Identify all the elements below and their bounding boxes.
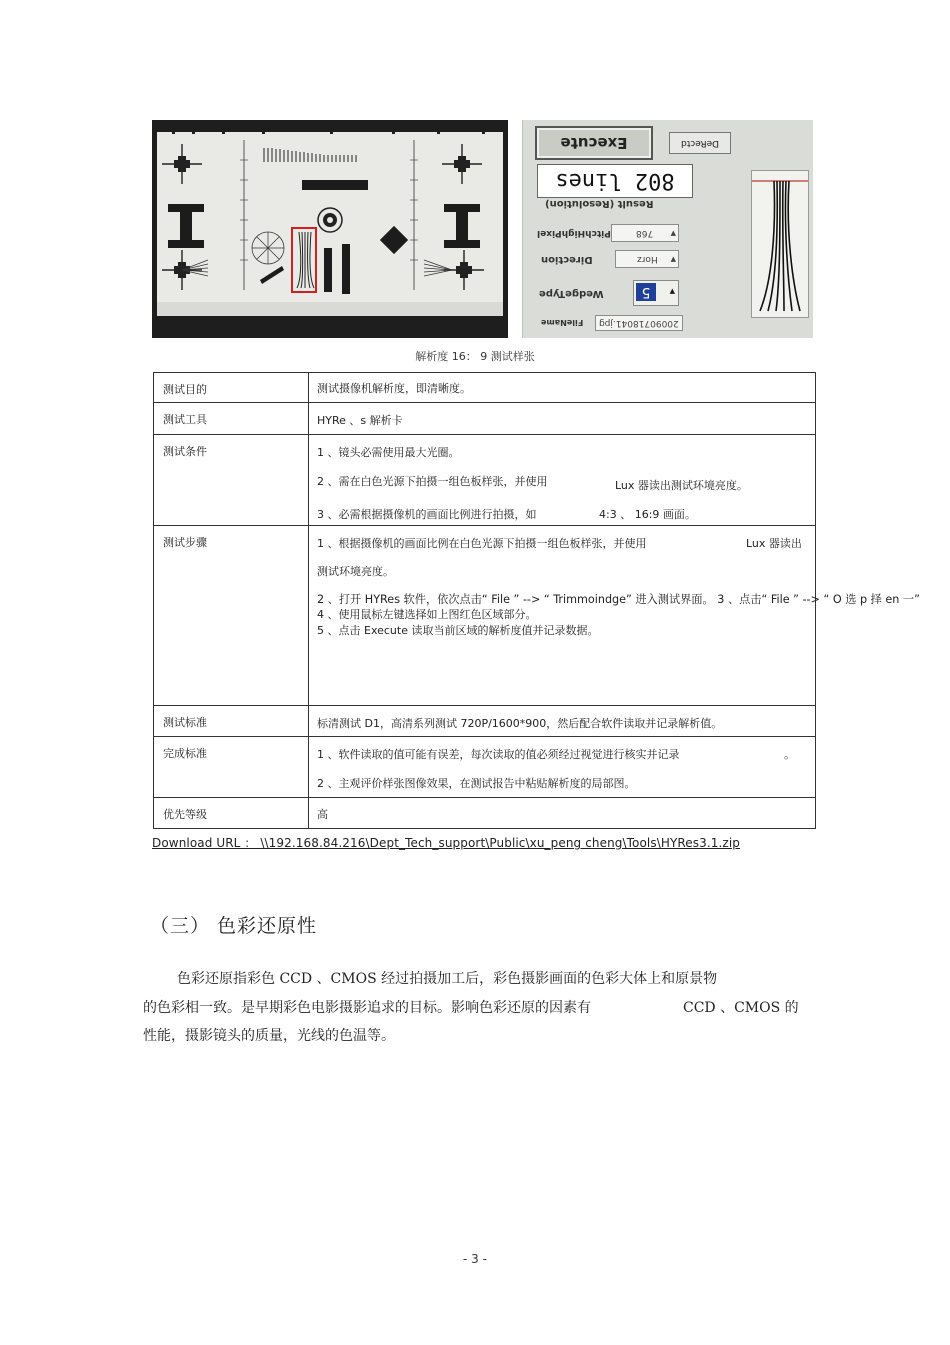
table-row [154, 737, 816, 798]
table-row [154, 373, 816, 403]
paragraph-line: 的色彩相一致。是早期彩色电影摄影追求的目标。影响色彩还原的因素有 [143, 1000, 591, 1016]
row-label: 测试目的 [154, 373, 309, 403]
row-value: 标清测试 D1，高清系列测试 720P/1600*900，然后配合软件读取并记录解析值。 [309, 706, 816, 737]
table-row [154, 798, 816, 829]
resolution-chart-graphic [152, 120, 508, 338]
pitch-select[interactable]: 768 ▲ [611, 224, 679, 242]
row-value: 高 [309, 798, 816, 829]
figure-caption: 解析度 16： 9 测试样张 [415, 350, 535, 363]
wedge-type-label: WedgeType [539, 288, 604, 299]
table-row [154, 526, 816, 706]
page-number: - 3 - [463, 1252, 487, 1266]
table-row [154, 706, 816, 737]
wedge-preview-graphic [752, 171, 808, 317]
table-row [154, 435, 816, 526]
result-value-display: 802 lines [537, 164, 693, 198]
table-row [154, 403, 816, 435]
chevron-down-icon: ▲ [670, 255, 676, 263]
paragraph-line: CCD 、CMOS 的 [683, 1000, 799, 1016]
resolution-chart-photo [152, 120, 508, 338]
wedge-type-select[interactable]: 5 ▲ [633, 280, 679, 306]
result-label: Result (Resolution) [545, 198, 654, 209]
row-label: 测试标准 [154, 706, 309, 737]
filename-label: FileName [541, 318, 584, 327]
row-value: HYRe 、s 解析卡 [309, 403, 816, 435]
test-spec-table [153, 372, 920, 829]
direction-label: Direction [541, 254, 593, 265]
download-link[interactable]: Download URL ： \\192.168.84.216\Dept_Tech_support\Public\xu_peng cheng\Tools\HYRes3.1.zip [152, 836, 740, 850]
paragraph-line: 色彩还原指彩色 CCD 、CMOS 经过拍摄加工后，彩色摄影画面的色彩大体上和原景物 [177, 971, 718, 987]
row-value: 测试摄像机解析度，即清晰度。 [309, 373, 816, 403]
row-label: 测试工具 [154, 403, 309, 435]
chevron-down-icon: ▲ [670, 229, 676, 237]
row-label: 优先等级 [154, 798, 309, 829]
row-value: 1 、根据摄像机的画面比例在白色光源下拍摄一组色板样张，并使用 Lux 器读出 测试环境亮度。 2 、打开 HYRes 软件，依次点击“ File ” --> “ Trimmoindge” 进入测试界面。 3 、点击“ File ” --> “ O 选 p 择 en 一” 4 、使用鼠标左键选择如上图红色区域部分。 5 、点击 Execute 读取当前区域的解析度值并记录数据。 [309, 526, 816, 706]
row-label: 完成标准 [154, 737, 309, 798]
paragraph-line: 性能，摄影镜头的质量，光线的色温等。 [143, 1028, 395, 1044]
row-label: 测试步骤 [154, 526, 309, 706]
hyres-software-screenshot [522, 120, 813, 338]
filename-field[interactable]: 20090718041.jpg [595, 315, 683, 331]
pitch-label: PitchHighPixel [537, 228, 611, 238]
row-value: 1 、软件读取的值可能有误差，每次读取的值必须经过视觉进行核实并记录 。 2 、主观评价样张图像效果，在测试报告中粘贴解析度的局部图。 [309, 737, 816, 798]
chevron-down-icon: ▲ [669, 287, 675, 295]
detect-button[interactable]: DeRectd [669, 132, 731, 154]
row-value: 1 、镜头必需使用最大光圈。 2 、需在白色光源下拍摄一组色板样张，并使用 Lux 器读出测试环境亮度。 3 、必需根据摄像机的画面比例进行拍摄，如 4:3 、 16:9 画面。 [309, 435, 816, 526]
direction-select[interactable]: Horz ▲ [615, 250, 679, 268]
row-label: 测试条件 [154, 435, 309, 526]
section-title: （三） 色彩还原性 [150, 915, 318, 937]
execute-button[interactable]: Execute [535, 126, 653, 160]
wedge-preview-panel [751, 170, 809, 318]
